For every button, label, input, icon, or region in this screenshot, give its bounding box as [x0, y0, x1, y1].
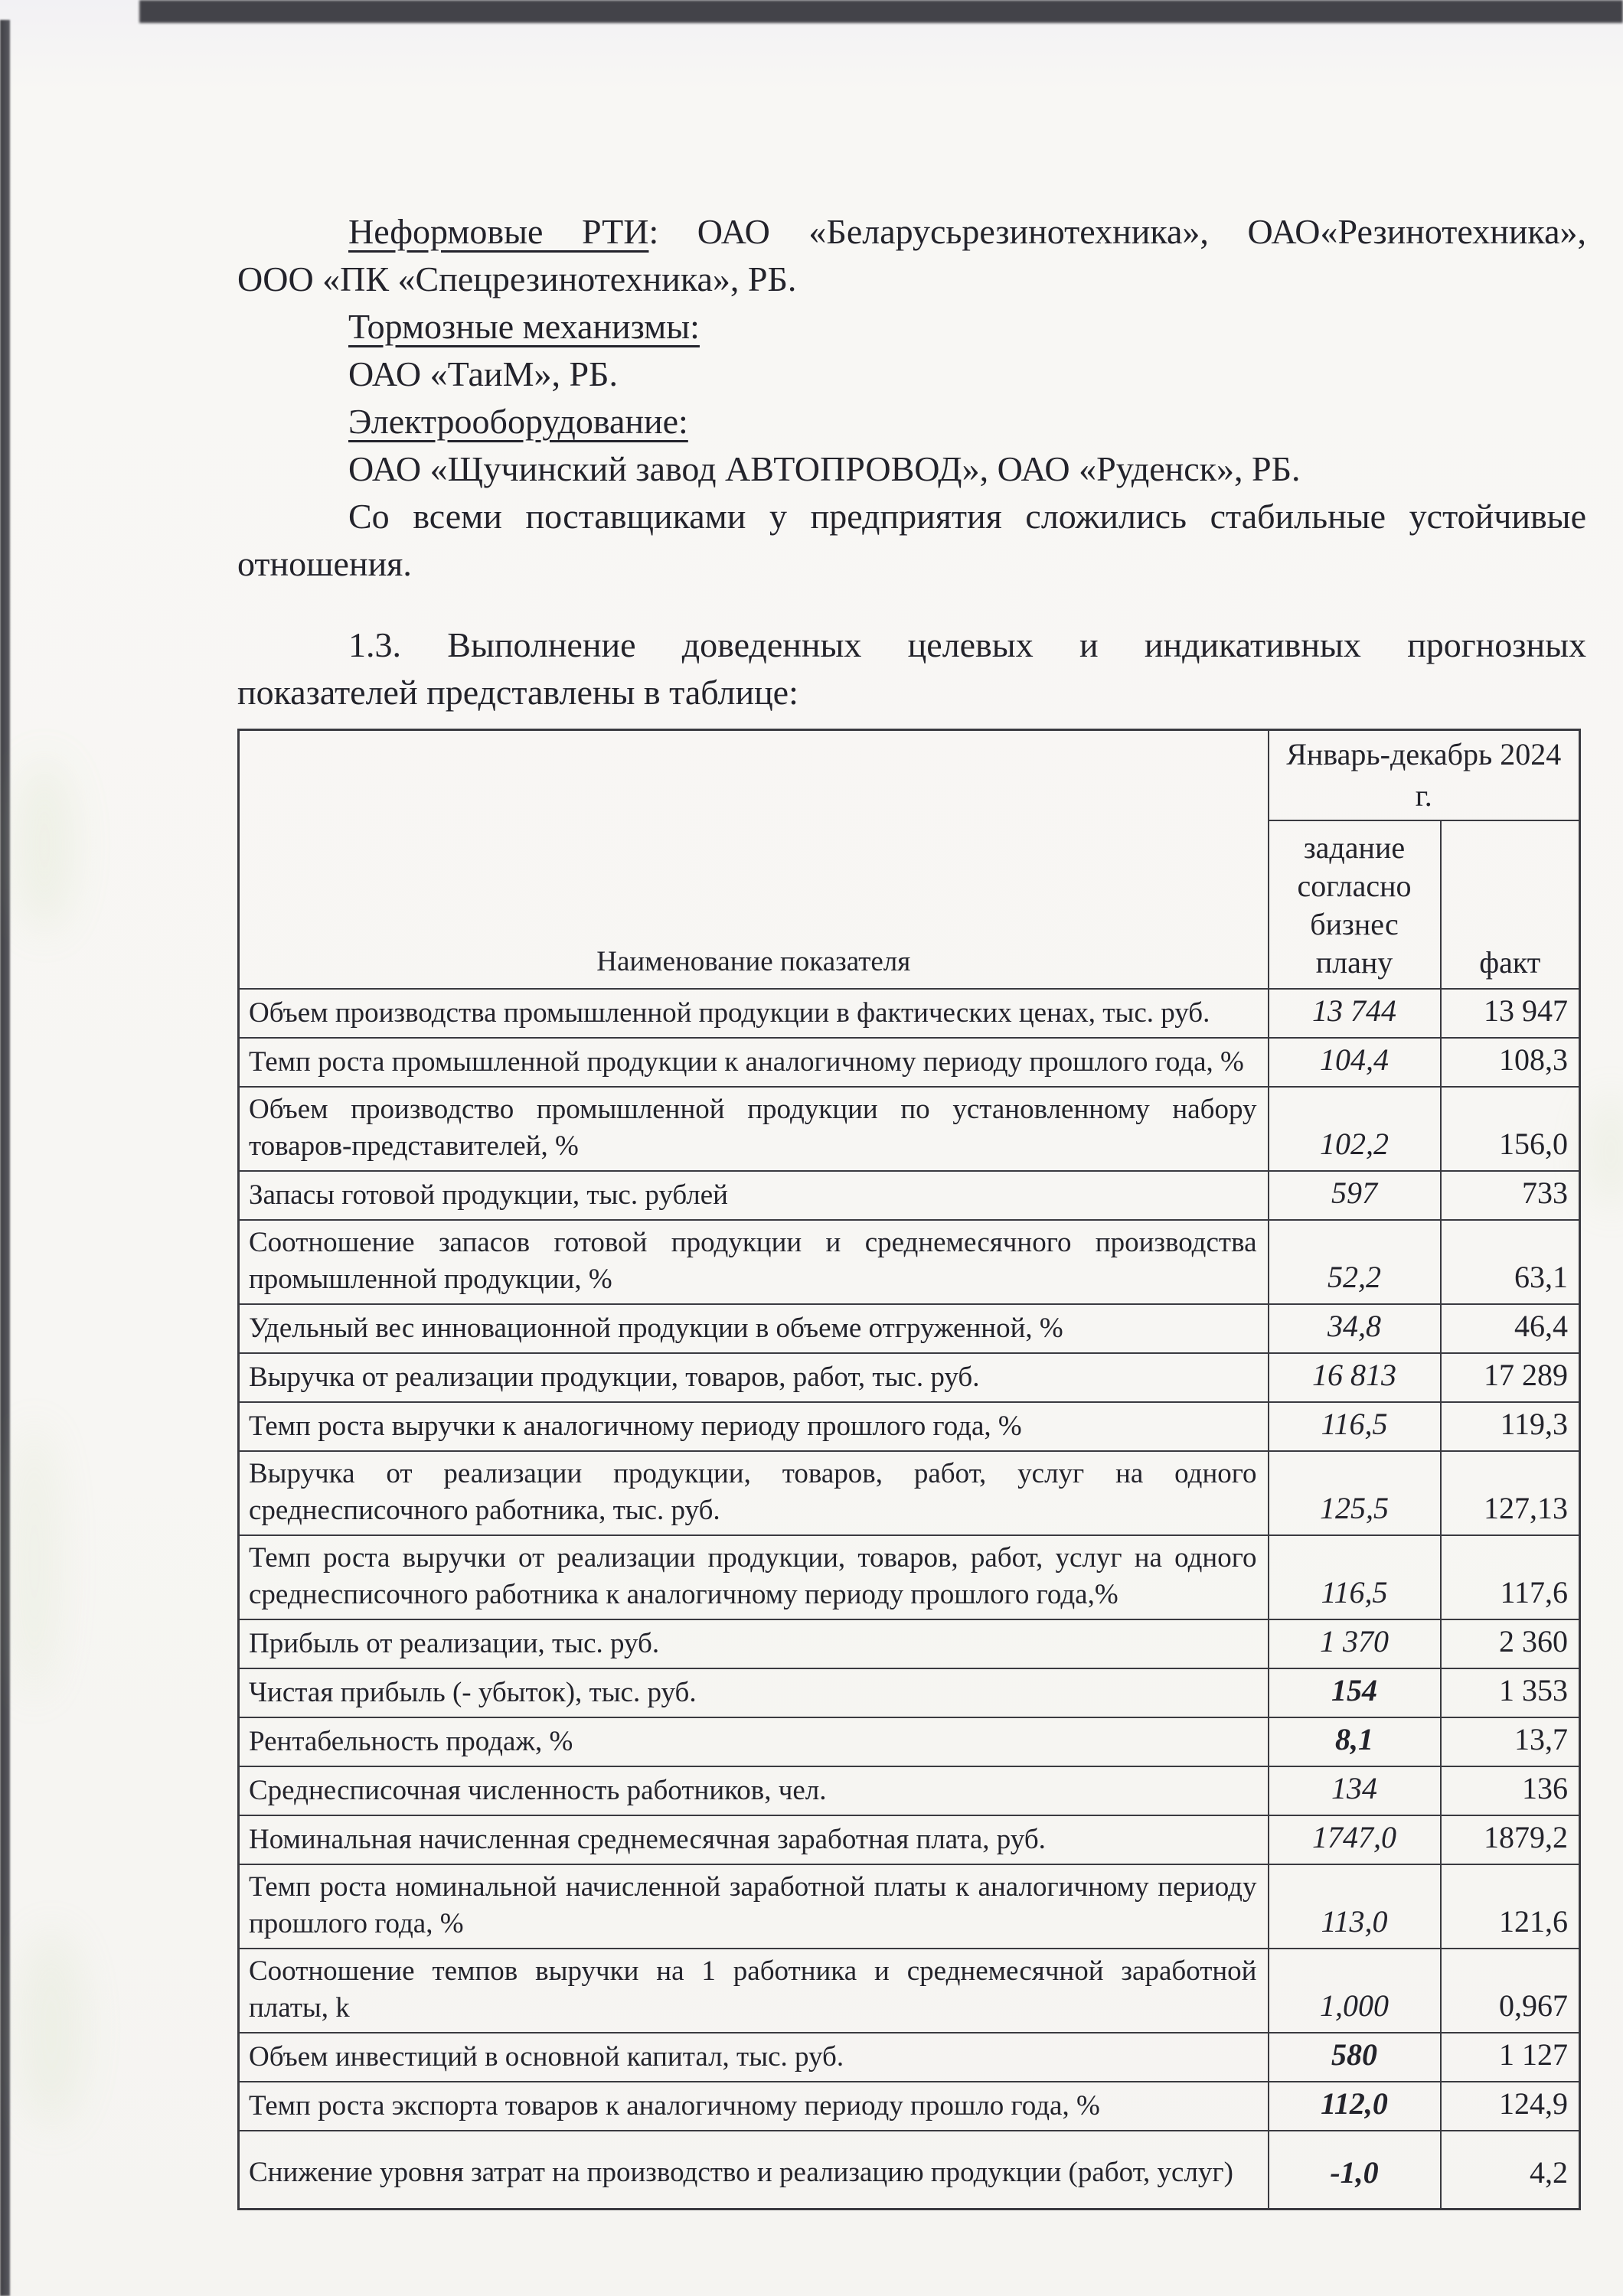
text-line: ОАО «ТаиМ», РБ.: [348, 354, 618, 393]
fact-value: 156,0: [1441, 1087, 1580, 1171]
table-row: [239, 1038, 1580, 1087]
scan-smudge: [8, 1424, 61, 1699]
text-line: Со всеми поставщиками у предприятия сложились стабильные устойчивые: [348, 497, 1586, 536]
fact-value: 2 360: [1441, 1619, 1580, 1668]
indicator-name: Соотношение запасов готовой продукции и среднемесячного производства промышленной продукции, %: [239, 1220, 1269, 1304]
text-line: ООО «ПК «Спецрезинотехника», РБ.: [237, 259, 797, 298]
plan-value: 113,0: [1269, 1864, 1441, 1949]
fact-value: 17 289: [1441, 1353, 1580, 1402]
text-span: ОАО«Резинотехника»,: [1247, 212, 1587, 251]
fact-value: 136: [1441, 1766, 1580, 1815]
plan-value: 597: [1269, 1171, 1441, 1220]
plan-value: 1,000: [1269, 1949, 1441, 2033]
fact-value: 1 127: [1441, 2033, 1580, 2082]
text-line: [237, 398, 1586, 445]
suppliers-paragraph: [237, 208, 1586, 588]
plan-value: 580: [1269, 2033, 1441, 2082]
indicator-name: Номинальная начисленная среднемесячная заработная плата, руб.: [239, 1815, 1269, 1864]
text-line: [237, 303, 1586, 351]
table-row: [239, 1535, 1580, 1619]
section-1-3-paragraph: [237, 621, 1586, 716]
table-row: [239, 1815, 1580, 1864]
indicator-name: Выручка от реализации продукции, товаров, работ, тыс. руб.: [239, 1353, 1269, 1402]
name-column-header: Наименование показателя: [239, 730, 1269, 990]
table-row: [239, 1171, 1580, 1220]
underlined-term: Тормозные механизмы:: [348, 307, 700, 346]
text-span: :: [648, 212, 659, 251]
table-row: [239, 1220, 1580, 1304]
table-row: [239, 1087, 1580, 1171]
scan-edge-left: [0, 20, 10, 2296]
plan-value: 116,5: [1269, 1402, 1441, 1451]
plan-value: 52,2: [1269, 1220, 1441, 1304]
table-row: [239, 1949, 1580, 2033]
indicator-name: Среднесписочная численность работников, чел.: [239, 1766, 1269, 1815]
table-row: [239, 1353, 1580, 1402]
fact-value: 127,13: [1441, 1451, 1580, 1535]
indicator-name: Темп роста выручки от реализации продукции, товаров, работ, услуг на одного среднесписочного работника к аналогичному периоду прошлого года,%: [239, 1535, 1269, 1619]
fact-value: 4,2: [1441, 2131, 1580, 2210]
table-row: [239, 2131, 1580, 2210]
plan-value: 104,4: [1269, 1038, 1441, 1087]
text-span: ОАО «Беларусьрезинотехника»,: [697, 212, 1209, 251]
underlined-term: Электрооборудование:: [348, 402, 688, 441]
fact-value: 13,7: [1441, 1717, 1580, 1766]
period-column-header: Январь-декабрь 2024 г.: [1269, 730, 1580, 821]
indicator-name: Прибыль от реализации, тыс. руб.: [239, 1619, 1269, 1668]
indicator-name: Соотношение темпов выручки на 1 работника и среднемесячной заработной платы, k: [239, 1949, 1269, 2033]
fact-value: 13 947: [1441, 989, 1580, 1038]
indicator-name: Темп роста номинальной начисленной заработной платы к аналогичному периоду прошлого года, %: [239, 1864, 1269, 1949]
indicator-name: Темп роста выручки к аналогичному периоду прошлого года, %: [239, 1402, 1269, 1451]
fact-value: 117,6: [1441, 1535, 1580, 1619]
section-heading-line: 1.3. Выполнение доведенных целевых и индикативных прогнозных: [348, 625, 1586, 664]
fact-value: 733: [1441, 1171, 1580, 1220]
plan-value: 1 370: [1269, 1619, 1441, 1668]
table-row: [239, 2033, 1580, 2082]
document-content: [237, 208, 1586, 2210]
plan-value: 1747,0: [1269, 1815, 1441, 1864]
fact-value: 46,4: [1441, 1304, 1580, 1353]
text-line: ОАО «Щучинский завод АВТОПРОВОД», ОАО «Руденск», РБ.: [348, 449, 1301, 488]
fact-column-header: факт: [1441, 820, 1580, 989]
table-row: [239, 1451, 1580, 1535]
plan-value: -1,0: [1269, 2131, 1441, 2210]
plan-value: 102,2: [1269, 1087, 1441, 1171]
table-row: [239, 1717, 1580, 1766]
plan-column-header: задание согласно бизнес плану: [1269, 820, 1441, 989]
text-line: [237, 208, 1586, 256]
indicator-name: Темп роста промышленной продукции к аналогичному периоду прошлого года, %: [239, 1038, 1269, 1087]
indicator-name: Объем производства промышленной продукции в фактических ценах, тыс. руб.: [239, 989, 1269, 1038]
table-row: [239, 1619, 1580, 1668]
plan-value: 112,0: [1269, 2082, 1441, 2131]
text-line: отношения.: [237, 544, 412, 583]
table-row: [239, 1402, 1580, 1451]
table-row: [239, 2082, 1580, 2131]
fact-value: 1 353: [1441, 1668, 1580, 1717]
fact-value: 108,3: [1441, 1038, 1580, 1087]
scan-edge-top: [139, 0, 1623, 23]
indicators-tbody: [239, 989, 1580, 2210]
indicator-name: Выручка от реализации продукции, товаров, работ, услуг на одного среднесписочного работника, тыс. руб.: [239, 1451, 1269, 1535]
indicator-name: Объем инвестиций в основной капитал, тыс. руб.: [239, 2033, 1269, 2082]
indicator-name: Темп роста экспорта товаров к аналогичному периоду прошло года, %: [239, 2082, 1269, 2131]
fact-value: 1879,2: [1441, 1815, 1580, 1864]
fact-value: 119,3: [1441, 1402, 1580, 1451]
table-row: [239, 1304, 1580, 1353]
plan-value: 8,1: [1269, 1717, 1441, 1766]
scan-smudge: [14, 758, 75, 934]
indicator-name: Удельный вес инновационной продукции в объеме отгруженной, %: [239, 1304, 1269, 1353]
plan-value: 134: [1269, 1766, 1441, 1815]
indicator-name: Объем производство промышленной продукции по установленному набору товаров-представителей, %: [239, 1087, 1269, 1171]
table-row: [239, 1668, 1580, 1717]
fact-value: 124,9: [1441, 2082, 1580, 2131]
fact-value: 63,1: [1441, 1220, 1580, 1304]
fact-value: 0,967: [1441, 1949, 1580, 2033]
indicator-name: Чистая прибыль (- убыток), тыс. руб.: [239, 1668, 1269, 1717]
plan-value: 13 744: [1269, 989, 1441, 1038]
table-header-row: [239, 730, 1580, 821]
underlined-term: Неформовые РТИ: [348, 212, 649, 251]
plan-value: 125,5: [1269, 1451, 1441, 1535]
table-row: [239, 989, 1580, 1038]
indicator-name: Снижение уровня затрат на производство и реализацию продукции (работ, услуг): [239, 2131, 1269, 2210]
indicator-name: Рентабельность продаж, %: [239, 1717, 1269, 1766]
table-row: [239, 1864, 1580, 1949]
plan-value: 34,8: [1269, 1304, 1441, 1353]
plan-value: 16 813: [1269, 1353, 1441, 1402]
plan-value: 154: [1269, 1668, 1441, 1717]
plan-value: 116,5: [1269, 1535, 1441, 1619]
fact-value: 121,6: [1441, 1864, 1580, 1949]
scan-smudge: [17, 1929, 86, 2128]
section-heading-line: показателей представлены в таблице:: [237, 673, 798, 712]
indicators-table: [237, 729, 1581, 2210]
table-row: [239, 1766, 1580, 1815]
indicator-name: Запасы готовой продукции, тыс. рублей: [239, 1171, 1269, 1220]
